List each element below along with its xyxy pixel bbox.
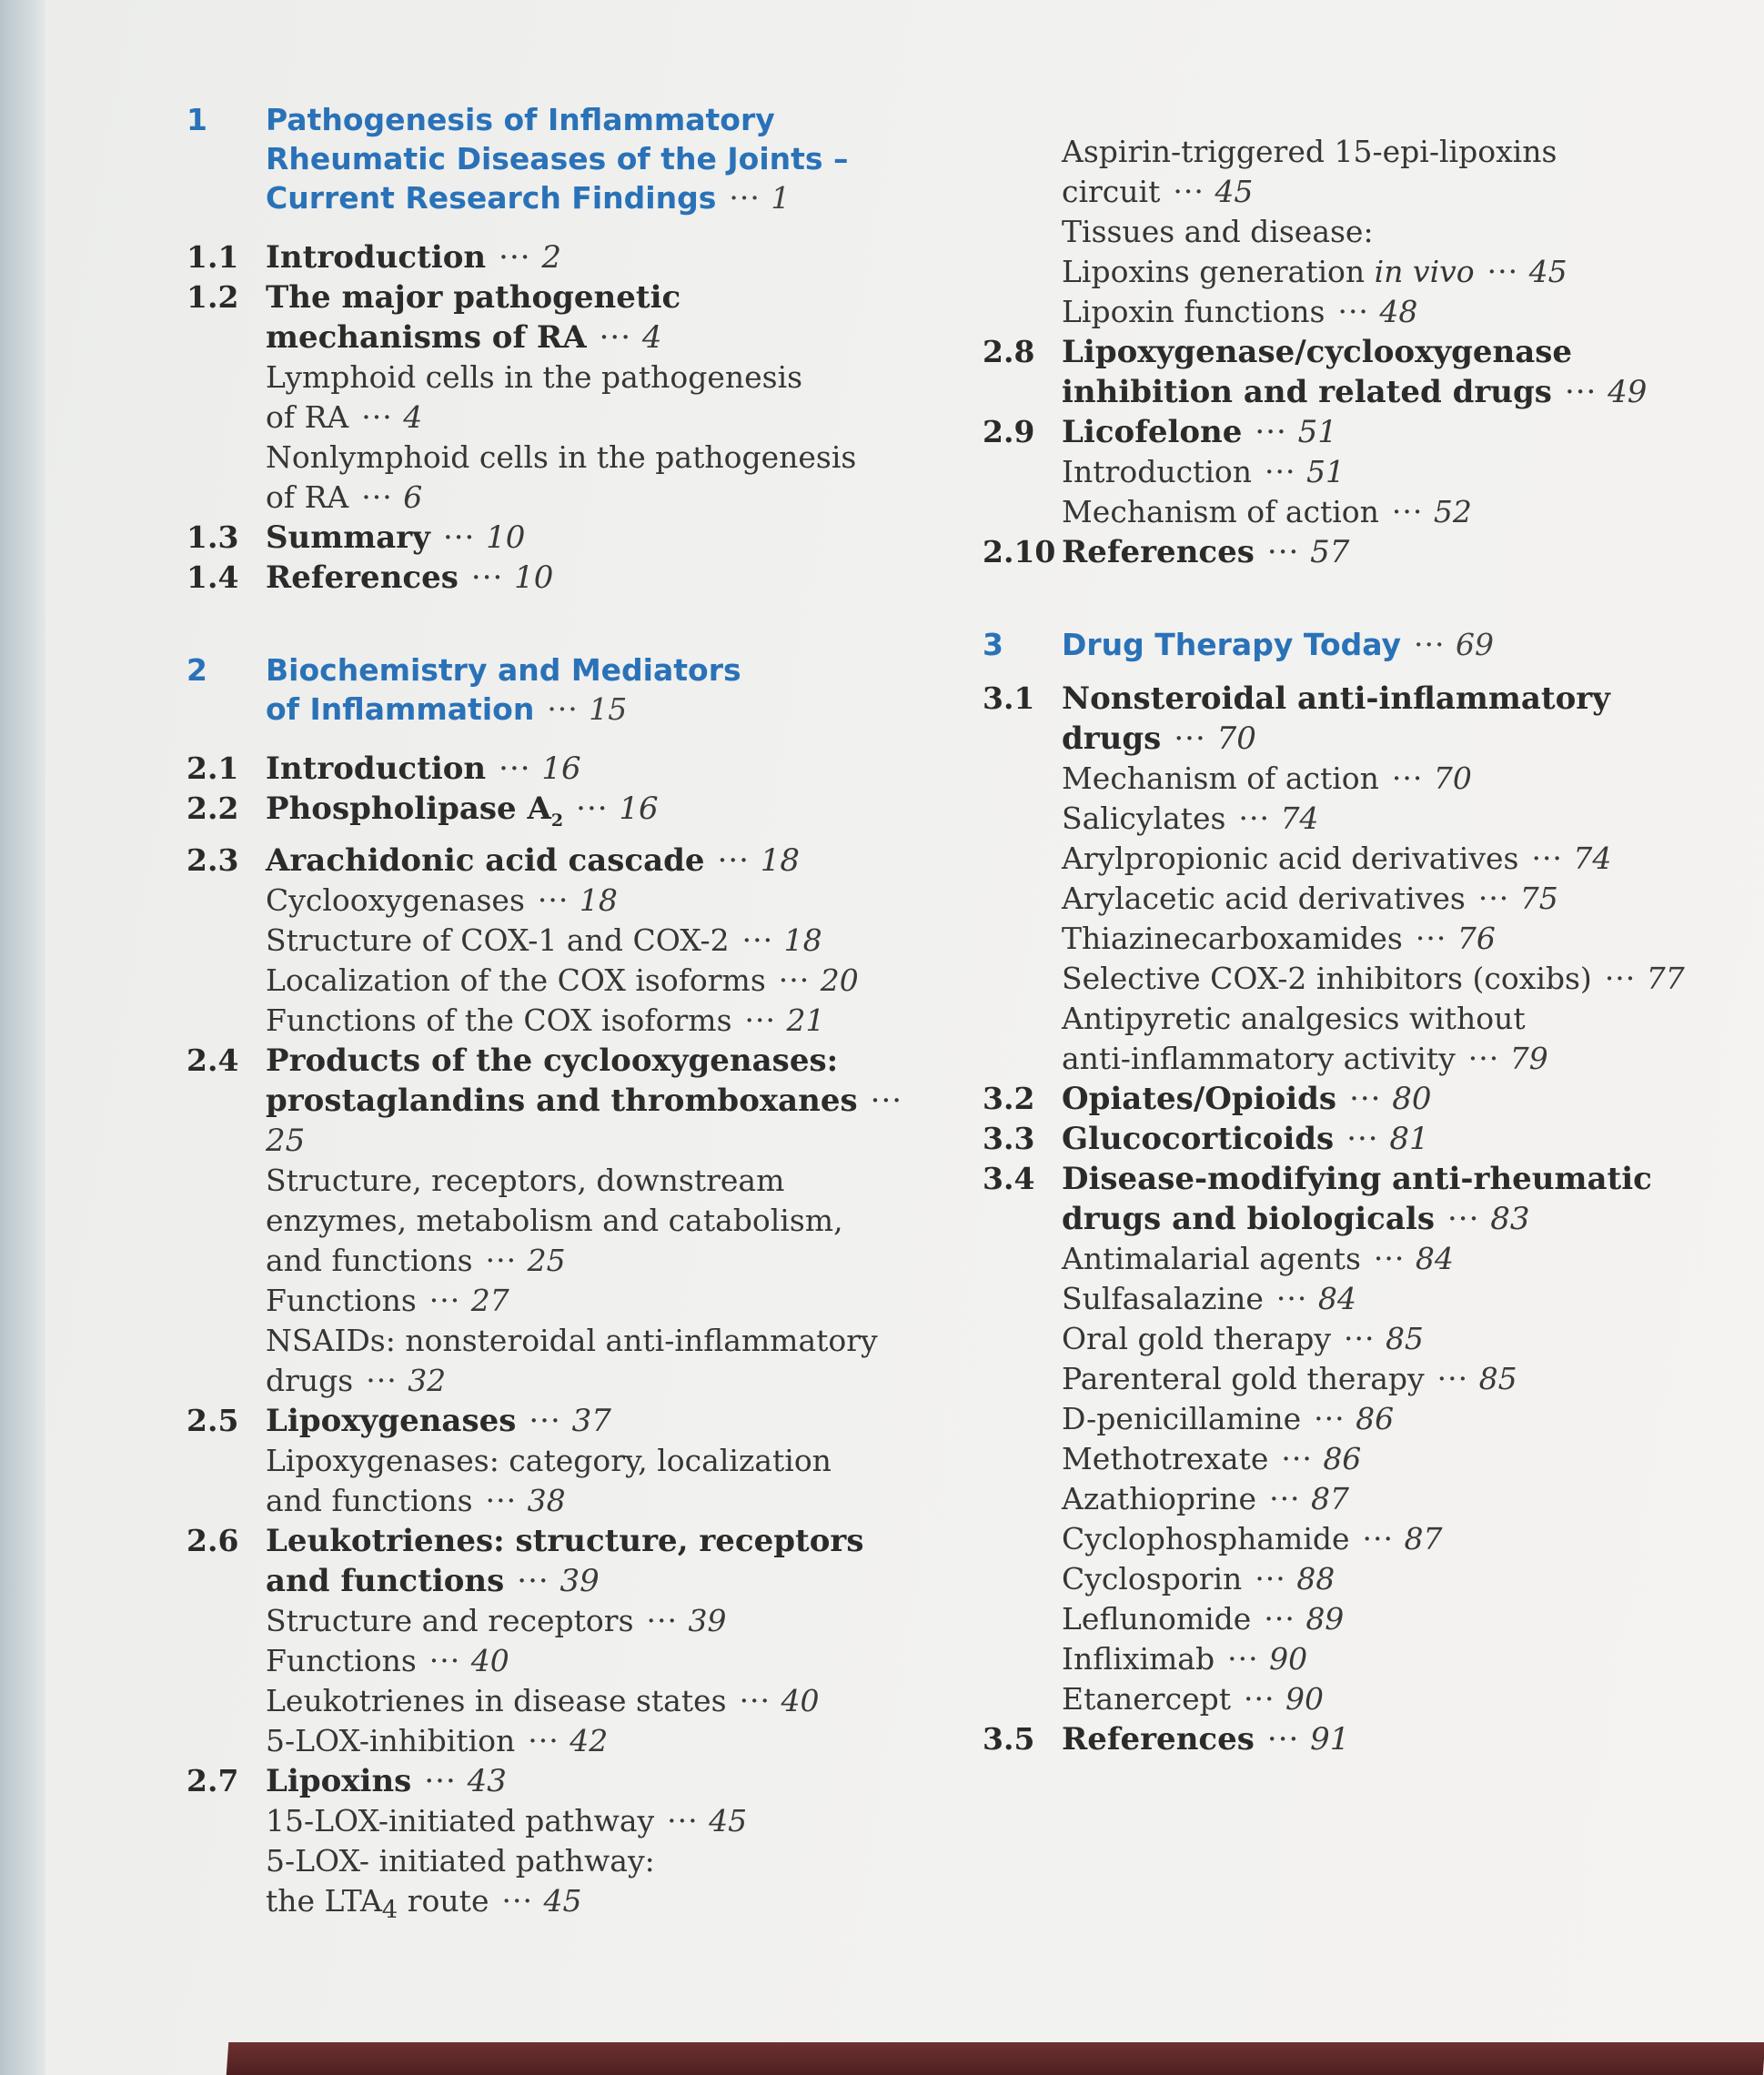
page-number: ··· 38	[486, 1483, 566, 1518]
page-number: ··· 42	[528, 1723, 608, 1758]
page-number: ··· 75	[1478, 881, 1558, 916]
section-title	[266, 277, 680, 358]
subsection-entry[interactable]	[983, 919, 1729, 959]
page-number: ··· 18	[742, 922, 822, 958]
section-1.3[interactable]	[186, 518, 932, 558]
page-number: ··· 21	[745, 1002, 825, 1038]
section-number: 2.5	[186, 1402, 239, 1438]
section-title	[266, 1761, 507, 1801]
line-text: drugs and biologicals··· 83	[1062, 1199, 1652, 1239]
line-text: Biochemistry and Mediators	[266, 652, 741, 688]
line-text: of RA··· 4	[266, 398, 932, 438]
line-text: NSAIDs: nonsteroidal anti-inflammatory	[266, 1322, 878, 1358]
page-number: ··· 84	[1374, 1241, 1454, 1276]
subsection-entry[interactable]	[983, 999, 1729, 1079]
subsection-entry[interactable]	[983, 1319, 1729, 1359]
page-number: ··· 48	[1337, 294, 1417, 329]
line-text: Summary	[266, 519, 430, 556]
subsection-entry[interactable]	[983, 212, 1729, 292]
line-text: Disease-modifying anti-rheumatic	[1062, 1161, 1652, 1197]
subsection-entry[interactable]	[983, 1439, 1729, 1479]
page-number: ··· 77	[1605, 961, 1685, 996]
line-text: Structure and receptors··· 39	[266, 1601, 932, 1641]
page-number: ··· 88	[1255, 1561, 1335, 1597]
subsection-entry[interactable]	[186, 1321, 932, 1401]
line-text: Rheumatic Diseases of the Joints –	[266, 141, 849, 176]
page-number: ··· 25	[486, 1243, 566, 1278]
subsection-entry[interactable]	[186, 1641, 932, 1681]
line-text: Introduction	[266, 239, 487, 276]
section-number: 2.4	[186, 1042, 239, 1078]
line-text: Localization of the COX isoforms··· 20	[266, 961, 932, 1001]
section-number: 3.5	[983, 1721, 1035, 1757]
chapter-title	[266, 650, 741, 729]
section-2.4[interactable]	[186, 1041, 932, 1161]
subsection-entry[interactable]	[983, 799, 1729, 839]
line-text: D-penicillamine··· 86	[1062, 1399, 1729, 1439]
line-text: Leukotrienes: structure, receptors	[266, 1522, 864, 1559]
page-number: ··· 43	[424, 1763, 507, 1799]
page-number: ··· 40	[429, 1643, 509, 1678]
line-text: Licofelone	[1062, 414, 1243, 450]
line-text: inhibition and related drugs··· 49	[1062, 372, 1647, 412]
page-number: ··· 16	[576, 791, 659, 827]
line-text: The major pathogenetic	[266, 279, 681, 316]
line-text: Introduction··· 51	[1062, 452, 1729, 492]
subsection-entry[interactable]	[983, 959, 1729, 999]
section-number: 2.9	[983, 414, 1035, 449]
chapter-title	[1062, 625, 1494, 664]
line-text: Lipoxygenases	[266, 1402, 517, 1439]
line-text: Lymphoid cells in the pathogenesis	[266, 359, 803, 395]
line-text: Cyclooxygenases··· 18	[266, 881, 932, 921]
line-text: 5-LOX- initiated pathway:	[266, 1842, 655, 1879]
section-number: 2.10	[983, 534, 1056, 569]
line-text: Functions··· 27	[266, 1281, 932, 1321]
section-title	[1062, 1159, 1652, 1239]
page-number: ··· 45	[667, 1803, 747, 1838]
section-2.6[interactable]	[186, 1521, 932, 1601]
line-text: enzymes, metabolism and catabolism,	[266, 1202, 843, 1238]
section-2.10[interactable]	[983, 532, 1729, 572]
line-text: Antimalarial agents··· 84	[1062, 1239, 1729, 1279]
line-text: References	[1062, 1721, 1255, 1758]
page-number: ··· 32	[366, 1363, 446, 1398]
line-text: and functions··· 25	[266, 1241, 932, 1281]
page-number: ··· 51	[1265, 454, 1345, 489]
section-title	[266, 789, 659, 841]
subsection-entry[interactable]	[983, 1599, 1729, 1639]
section-number: 3.3	[983, 1121, 1035, 1156]
page-number: ··· 37	[529, 1403, 611, 1439]
line-text: Parenteral gold therapy··· 85	[1062, 1359, 1729, 1399]
section-2.2[interactable]	[186, 789, 932, 841]
line-text: Nonlymphoid cells in the pathogenesis	[266, 439, 857, 475]
line-text: prostaglandins and thromboxanes··· 25	[266, 1081, 932, 1161]
page-number: ··· 2	[499, 239, 561, 276]
chapter-title	[266, 100, 849, 217]
line-text: Mechanism of action··· 52	[1062, 492, 1729, 532]
section-number: 2.7	[186, 1762, 239, 1798]
line-text: circuit··· 45	[1062, 172, 1729, 212]
line-text: Selective COX-2 inhibitors (coxibs)··· 77	[1062, 959, 1729, 999]
line-text: Mechanism of action··· 70	[1062, 759, 1729, 799]
line-text: Functions of the COX isoforms··· 21	[266, 1001, 932, 1041]
chapter-1	[186, 100, 932, 217]
section-title	[1062, 532, 1349, 572]
chapter-number: 1	[186, 102, 207, 137]
section-2.8[interactable]	[983, 332, 1729, 412]
chapter-number: 2	[186, 652, 207, 688]
section-2.5[interactable]	[186, 1401, 932, 1441]
subsection-entry[interactable]	[186, 881, 932, 921]
page-number: ··· 74	[1531, 841, 1611, 876]
page-number: ··· 87	[1269, 1481, 1349, 1516]
line-text: Arylpropionic acid derivatives··· 74	[1062, 839, 1729, 879]
subsection-entry[interactable]	[983, 132, 1729, 212]
line-text: References	[1062, 534, 1255, 570]
page-number: ··· 90	[1244, 1681, 1324, 1717]
page-number: ··· 18	[538, 882, 618, 918]
page-number: ··· 89	[1264, 1601, 1344, 1637]
page-number: ··· 69	[1414, 627, 1494, 662]
page-number: ··· 52	[1392, 494, 1472, 529]
section-1.4[interactable]	[186, 558, 932, 598]
page-number: ··· 25	[266, 1083, 902, 1159]
section-title	[266, 237, 561, 277]
subsection-entry[interactable]	[186, 438, 932, 518]
page-number: ··· 70	[1392, 760, 1472, 796]
page-number: ··· 4	[361, 399, 422, 435]
section-title	[1062, 1719, 1349, 1759]
page-number: ··· 85	[1344, 1321, 1424, 1356]
page-number: ··· 51	[1255, 414, 1337, 450]
page-number: ··· 10	[471, 559, 554, 596]
subscript: 4	[381, 1895, 398, 1925]
subsection-entry[interactable]	[186, 1721, 932, 1761]
section-title	[266, 518, 525, 558]
subsection-entry[interactable]	[983, 1679, 1729, 1719]
page-number: ··· 85	[1437, 1361, 1517, 1396]
subsection-entry[interactable]	[983, 1519, 1729, 1559]
page-number: ··· 83	[1447, 1201, 1530, 1237]
chapter-3	[983, 625, 1729, 664]
page-number: ··· 80	[1349, 1081, 1432, 1117]
subsection-entry[interactable]	[983, 839, 1729, 879]
subsection-entry[interactable]	[983, 1399, 1729, 1439]
subsection-entry[interactable]	[186, 961, 932, 1001]
page-number: ··· 91	[1267, 1721, 1350, 1758]
section-1.2[interactable]	[186, 277, 932, 358]
section-number: 2.1	[186, 750, 239, 786]
line-text: Methotrexate··· 86	[1062, 1439, 1729, 1479]
line-text: Sulfasalazine··· 84	[1062, 1279, 1729, 1319]
section-number: 3.1	[983, 680, 1035, 716]
section-3.5[interactable]	[983, 1719, 1729, 1759]
section-title	[1062, 332, 1647, 412]
section-number: 1.1	[186, 239, 239, 275]
page-number: ··· 76	[1416, 921, 1496, 956]
line-text: Etanercept··· 90	[1062, 1679, 1729, 1719]
line-text: and functions··· 38	[266, 1481, 932, 1521]
toc-column-right	[983, 132, 1729, 1759]
section-2.3[interactable]	[186, 841, 932, 881]
subsection-entry[interactable]	[186, 1281, 932, 1321]
italic-text: in vivo	[1365, 254, 1475, 289]
line-text: Arylacetic acid derivatives··· 75	[1062, 879, 1729, 919]
page-number: ··· 10	[443, 519, 526, 556]
line-text: Cyclosporin··· 88	[1062, 1559, 1729, 1599]
line-text: Thiazinecarboxamides··· 76	[1062, 919, 1729, 959]
book-binding	[227, 2042, 1764, 2075]
page-number: ··· 15	[547, 691, 627, 727]
line-text: Infliximab··· 90	[1062, 1639, 1729, 1679]
section-3.1[interactable]	[983, 679, 1729, 759]
line-text: the $LTA_4$ route··· 45	[266, 1881, 932, 1930]
line-text: Lipoxins generation in vivo··· 45	[1062, 252, 1729, 292]
page-number: ··· 79	[1468, 1041, 1548, 1076]
subsection-entry[interactable]	[983, 879, 1729, 919]
line-text: of RA··· 6	[266, 478, 932, 518]
line-text: Leukotrienes in disease states··· 40	[266, 1681, 932, 1721]
page-number: ··· 1	[729, 180, 790, 216]
section-number: 1.4	[186, 559, 239, 595]
section-number: 3.2	[983, 1081, 1035, 1116]
subsection-entry[interactable]	[983, 292, 1729, 332]
page-number: ··· 84	[1276, 1281, 1356, 1316]
section-title	[266, 1401, 611, 1441]
subsection-entry[interactable]	[983, 1479, 1729, 1519]
line-text: 15-LOX-initiated pathway··· 45	[266, 1801, 932, 1841]
line-text: Antipyretic analgesics without	[1062, 1001, 1526, 1036]
page-number: ··· 86	[1314, 1401, 1394, 1436]
line-text: Leflunomide··· 89	[1062, 1599, 1729, 1639]
line-text: Opiates/Opioids	[1062, 1081, 1337, 1117]
chapter-heading[interactable]	[186, 100, 932, 217]
section-3.4[interactable]	[983, 1159, 1729, 1239]
subsection-entry[interactable]	[186, 1601, 932, 1641]
line-text: 5-LOX-inhibition··· 42	[266, 1721, 932, 1761]
page-number: ··· 86	[1281, 1441, 1361, 1476]
chapter-heading[interactable]	[983, 625, 1729, 664]
section-number: 2.6	[186, 1522, 239, 1558]
page-number: ··· 49	[1565, 374, 1648, 410]
section-title	[266, 1041, 932, 1161]
subsection-entry[interactable]	[186, 358, 932, 438]
section-title	[1062, 679, 1610, 759]
page-number: ··· 45	[1173, 174, 1253, 209]
line-text: drugs··· 70	[1062, 719, 1610, 759]
page-number: ··· 45	[1487, 254, 1567, 289]
line-text: Introduction	[266, 750, 487, 787]
section-number: 1.3	[186, 519, 239, 555]
line-text: References	[266, 559, 459, 596]
page-edge	[0, 0, 47, 2075]
line-text: Phospholipase $A_2$	[266, 791, 564, 831]
line-text: Structure, receptors, downstream	[266, 1162, 785, 1198]
page-number: ··· 87	[1363, 1521, 1443, 1556]
section-2.7[interactable]	[186, 1761, 932, 1801]
line-text: Structure of COX-1 and COX-2··· 18	[266, 921, 932, 961]
page-number: ··· 18	[718, 842, 801, 879]
subsection-entry[interactable]	[983, 1239, 1729, 1279]
line-text: Products of the cyclooxygenases:	[266, 1042, 839, 1079]
page-number: ··· 70	[1174, 720, 1256, 757]
subsection-entry[interactable]	[983, 759, 1729, 799]
line-text: Aspirin-triggered 15-epi-lipoxins	[1062, 134, 1557, 169]
line-text: Oral gold therapy··· 85	[1062, 1319, 1729, 1359]
section-1.1[interactable]	[186, 237, 932, 277]
line-text: Glucocorticoids	[1062, 1121, 1335, 1157]
line-text: mechanisms of RA··· 4	[266, 317, 680, 358]
line-text: Tissues and disease:	[1062, 214, 1374, 249]
subsection-entry[interactable]	[186, 1681, 932, 1721]
subsection-entry[interactable]	[186, 921, 932, 961]
subsection-entry[interactable]	[186, 1441, 932, 1521]
line-text: Functions··· 40	[266, 1641, 932, 1681]
page-number: ··· 57	[1267, 534, 1350, 570]
chapter-number: 3	[983, 627, 1003, 662]
subsection-entry[interactable]	[983, 1639, 1729, 1679]
line-text: Lipoxins	[266, 1762, 412, 1799]
section-title	[266, 558, 553, 598]
line-tail: route	[398, 1882, 489, 1919]
chapter-heading[interactable]	[186, 650, 932, 729]
subsection-entry[interactable]	[983, 1359, 1729, 1399]
section-3.2[interactable]	[983, 1079, 1729, 1119]
line-text: Lipoxygenase/cyclooxygenase	[1062, 334, 1573, 370]
subsection-entry[interactable]	[983, 1279, 1729, 1319]
section-title	[1062, 1079, 1432, 1119]
section-2.1[interactable]	[186, 749, 932, 789]
subsection-entry[interactable]	[983, 452, 1729, 492]
section-number: 1.2	[186, 279, 239, 315]
line-text: Salicylates··· 74	[1062, 799, 1729, 839]
line-text: anti-inflammatory activity··· 79	[1062, 1039, 1729, 1079]
page-number: ··· 81	[1346, 1121, 1429, 1157]
section-title	[1062, 412, 1337, 452]
subsection-entry[interactable]	[983, 492, 1729, 532]
section-title	[1062, 1119, 1429, 1159]
section-number: 2.3	[186, 841, 239, 878]
section-2.9[interactable]	[983, 412, 1729, 452]
page-number: ··· 16	[499, 750, 581, 787]
line-text: Lipoxygenases: category, localization	[266, 1442, 832, 1478]
chapter-2	[186, 650, 932, 729]
line-text: Lipoxin functions··· 48	[1062, 292, 1729, 332]
page-number: ··· 20	[779, 962, 859, 998]
section-3.3[interactable]	[983, 1119, 1729, 1159]
subsection-entry[interactable]	[186, 1801, 932, 1841]
page-number: ··· 40	[740, 1683, 820, 1718]
line-text: Nonsteroidal anti-inflammatory	[1062, 680, 1610, 717]
line-text: Arachidonic acid cascade	[266, 841, 705, 879]
line-text: Current Research Findings··· 1	[266, 178, 849, 217]
subsection-entry[interactable]	[186, 1001, 932, 1041]
page-number: ··· 74	[1238, 801, 1318, 836]
page-number: ··· 39	[517, 1563, 600, 1599]
section-number: 2.8	[983, 334, 1035, 369]
line-text: Pathogenesis of Inflammatory	[266, 102, 775, 137]
page-number: ··· 45	[501, 1883, 581, 1919]
section-title	[266, 1521, 863, 1601]
line-text: Azathioprine··· 87	[1062, 1479, 1729, 1519]
section-title	[266, 749, 581, 789]
toc-column-left	[186, 100, 932, 1929]
page-number: ··· 4	[600, 319, 662, 356]
line-text: Drug Therapy Today··· 69	[1062, 625, 1494, 664]
section-title	[266, 841, 800, 881]
line-text: and functions··· 39	[266, 1561, 863, 1601]
section-number: 3.4	[983, 1161, 1035, 1196]
subsection-entry[interactable]	[186, 1841, 932, 1930]
line-text: Cyclophosphamide··· 87	[1062, 1519, 1729, 1559]
subscript: 2	[550, 810, 564, 831]
page-number: ··· 39	[647, 1603, 727, 1638]
subsection-entry[interactable]	[983, 1559, 1729, 1599]
page-number: ··· 90	[1227, 1641, 1307, 1677]
page-number: ··· 6	[361, 479, 422, 515]
line-text: of Inflammation··· 15	[266, 690, 741, 729]
line-text: drugs··· 32	[266, 1361, 932, 1401]
page-number: ··· 27	[429, 1283, 509, 1318]
subsection-entry[interactable]	[186, 1161, 932, 1281]
section-number: 2.2	[186, 791, 239, 826]
